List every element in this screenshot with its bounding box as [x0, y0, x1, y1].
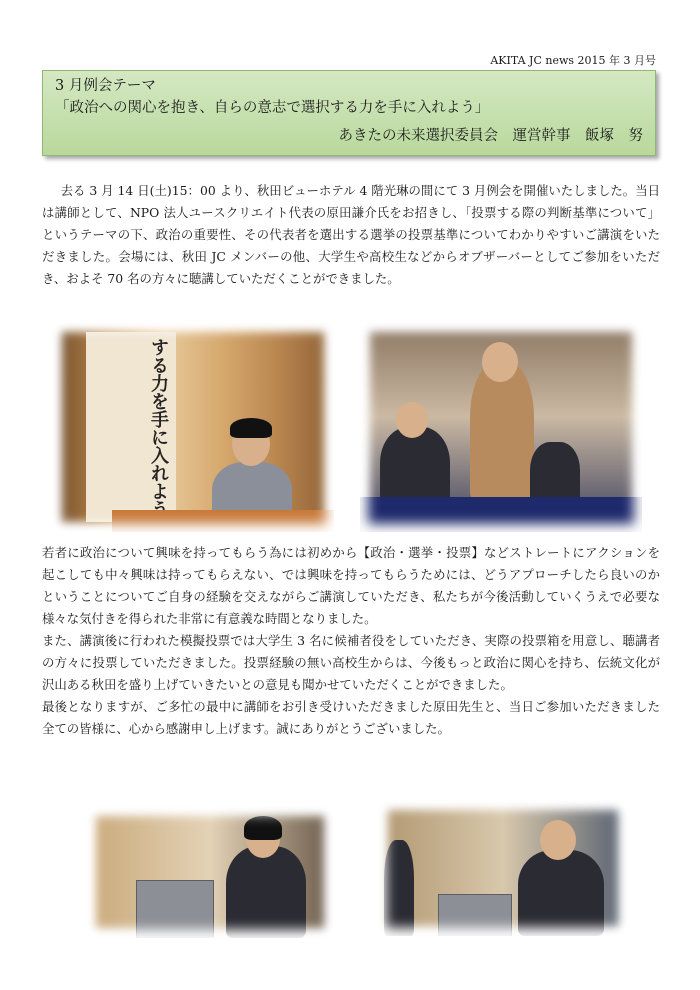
lecturer-head	[232, 422, 270, 466]
issue-header: AKITA JC news 2015 年 3 月号	[490, 54, 656, 67]
photo-voting-woman	[86, 806, 334, 938]
lecturer-hair	[230, 418, 272, 438]
voter-man-body	[518, 850, 604, 936]
body-paragraphs	[42, 542, 660, 740]
photo-lecturer	[52, 322, 334, 532]
voter-hair	[244, 816, 282, 840]
candidate-right-body	[530, 442, 580, 512]
banner-text: する力を手に入れよう	[148, 338, 169, 518]
theme-signature: あきたの未来選択委員会 運営幹事 飯塚 努	[338, 128, 643, 144]
voter-head	[246, 820, 280, 858]
speaker-body	[470, 362, 534, 502]
theme-label: 3 月例会テーマ	[55, 78, 156, 94]
photo-voting-man	[378, 800, 628, 936]
theme-title: 「政治への関心を抱き、自らの意志で選択する力を手に入れよう」	[55, 100, 490, 116]
ballot-box	[438, 894, 512, 936]
voter-man-head	[540, 820, 576, 860]
ballot-box	[136, 880, 214, 938]
paragraph-2: また、講演後に行われた模擬投票では大学生 3 名に候補者役をしていただき、実際の投票箱を用意し、聴講者の方々に投票していただきました。投票経験の無い高校生からは、今後もっと政治に関心を持ち、伝統文化が沢山ある秋田を盛り上げていきたいとの意見も聞かせていただくことができました。	[42, 633, 660, 692]
paragraph-1: 若者に政治について興味を持ってもらう為には初めから【政治・選挙・投票】などストレートにアクションを起こしても中々興味は持ってもらえない、では興味を持ってもらうためには、どうアプローチしたら良いのかということについてご自身の経験を交えながらご講演していただき、私たちが今後活動していくうえで必要な様々な気付きを得られた非常に有意義な時間となりました。	[42, 545, 660, 626]
photo-candidates	[360, 322, 642, 532]
intro-paragraph: 去る 3 月 14 日(土)15：00 より、秋田ビューホテル 4 階光琳の間にて 3 月例会を開催いたしました。当日は講師として、NPO 法人ユースクリエイト代表の原田謙介氏をお招きし、「投票する際の判断基準について」というテーマの下、政治の重要性、その代表者を選出する選挙の投票基準についてわかりやすいご講演をいただきました。会場には、秋田 JC メンバーの他、大学生や高校生などからオブザーバーとしてご参加をいただき、およそ 70 名の方々に聴講していただくことができました。	[42, 183, 660, 286]
lecturer-body	[212, 462, 292, 532]
candidate-left-head	[396, 402, 428, 438]
banner	[86, 332, 176, 522]
speaker-head	[482, 342, 518, 382]
theme-box	[42, 70, 656, 156]
paragraph-3: 最後となりますが、ご多忙の最中に講師をお引き受けいただきました原田先生と、当日ご参加いただきました全ての皆様に、心から感謝申し上げます。誠にありがとうございました。	[42, 699, 660, 736]
podium	[112, 510, 334, 532]
candidate-left-body	[380, 427, 450, 517]
table	[360, 497, 642, 532]
voter-body	[226, 846, 306, 938]
bystander-body	[384, 840, 414, 936]
